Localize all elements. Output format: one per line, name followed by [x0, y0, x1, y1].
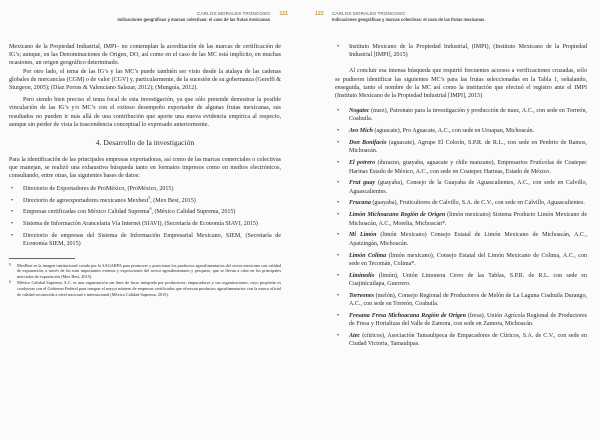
brand-name: Atec: [349, 332, 361, 339]
bullet-icon: •: [337, 232, 340, 239]
list-item: • Atec (cítricos), Asociación Tamaulipeca de Empacadores de Cítricos, S.A. de C.V., con sede en Ciudad Victoria, Tamaulipas.: [337, 332, 587, 348]
running-head-author: CARLOS MORALES TRONCOSO: [332, 11, 405, 16]
brand-name: Don Bonifacio: [349, 140, 387, 147]
brand-name: Liminedio: [349, 272, 375, 279]
bullet-icon: •: [11, 221, 14, 228]
list-item: • Mi Limón (limón Mexicano) Consejo Estatal de Limón Mexicano de Michoacán, A.C., Apatzingán, Michoacán.: [337, 232, 587, 247]
list-item: • Torreones (melón), Consejo Regional de Productores de Melón de La Laguna Coahuila Durango, A.C., con sede en Torreón, Coahuila.: [337, 292, 587, 307]
bullet-icon: •: [337, 200, 340, 207]
footnote: 6 México Calidad Suprema, A.C. es una organización sin fines de lucro integrada por productores, empacadores y sus organizaciones, cuyo propósito es coadyuvar con el Gobierno Federal para integrar el mayor número de empresas certificadas que ofrezcan productos agroalimentarios con la marca oficial de calidad reconocida a nivel nacional e internacional (México Calidad Suprema, 2015).: [9, 280, 281, 297]
bullet-icon: •: [337, 272, 340, 279]
running-head-left: [117, 11, 288, 23]
bullet-icon: •: [11, 197, 14, 204]
bullet-icon: •: [337, 140, 340, 147]
brand-name: El potrero: [349, 160, 376, 167]
list-item: • Fresana Fresa Michoacana Región de Origen (fresa), Unión Agrícola Regional de Productores de Fresa y Hortalizas del Valle de Zamora, con sede en Zamora, Michoacán.: [337, 312, 587, 328]
list-item: • Liminedio (limón), Unión Limonera Cerro de las Tablas, S.P.R. de R.L. con sede en Cuajinicuilapa, Guerrero.: [337, 272, 587, 287]
page-number: 122: [315, 11, 324, 17]
brand-name: Mi Limón: [349, 232, 377, 239]
brand-name: Fresana Fresa Michoacana Región de Origen: [349, 312, 466, 319]
list-item: • Nogatec (nuez), Patronato para la investigación y producción de nuez, A.C., con sede en Torreón, Coahuila.: [337, 108, 587, 123]
page-number: 121: [279, 11, 288, 17]
brand-name: Frut guay: [349, 180, 376, 187]
brand-name: Nogatec: [349, 108, 370, 115]
list-item: • Directorio de agroexportadores mexicanos Mexbest$^5$, (Mex Best, 2015): [11, 194, 196, 204]
list-item: • Frut guay (guayaba), Consejo de la Guayaba de Aguascalientes, A.C., con sede en Calvillo, Aguascalientes.: [337, 180, 587, 195]
bullet-icon: •: [337, 180, 340, 187]
footnote: 5 MexBest es la imagen institucional creada por la SAGARPA para promover y posicionar los productos agroalimentarios del sector mexicano con calidad de exportación, a través de los más importantes eventos y exposiciones del sector agroalimentario y pesquero, que se llevan a cabo en los principales mercados de exportación (Mex Best, 2015).: [9, 262, 281, 279]
list-item: • El potrero (durazno, guayaba, aguacate y chile manzano), Empresarios Frutícolas de Coatepec Harinas Estado de México, A.C., con sede en Coatepec Harinas, Estado de México.: [337, 160, 587, 175]
brand-name: Frucana: [349, 200, 371, 207]
paragraph: Al concluir esa intensa búsqueda que requirió frecuentes accesos a verificaciones cruzadas, sólo se pudieron identificar las siguientes MC’s para las frutas seleccionadas en la Tabla 1, señalando, enseguida, tanto el nombre de la MC así como la institución que efectuó el registro ante el IMPI (Instituto Mexicano de la Propiedad Industrial [IMPI], 2015): [335, 68, 587, 100]
footnote-ref: 6: [149, 206, 152, 212]
bullet-icon: •: [337, 128, 340, 135]
bullet-icon: •: [11, 233, 14, 240]
section-heading: 4. Desarrollo de la investigación: [95, 138, 195, 148]
bullet-icon: •: [337, 332, 340, 339]
list-item: • Don Bonifacio (aguacate), Agrupe El Colorín, S.P.R. de R.L., con sede en Penbrio de Ramos, Michoacán.: [337, 140, 587, 155]
brand-name: Avo Mich: [349, 128, 373, 135]
database-list-continued: [335, 43, 587, 59]
collective-brands-list: [335, 107, 587, 348]
footnote-divider: [9, 258, 75, 259]
bullet-icon: •: [337, 44, 340, 50]
list-item: • Sistema de Información Arancelaria Vía Internet (SIAVI), (Secretaría de Economía SIAVI, 2015): [11, 221, 258, 228]
bullet-icon: •: [11, 209, 14, 216]
left-page-body: [9, 43, 281, 298]
list-item: • Limón Michoacano Región de Origen (limón mexicano) Sistema Producto Limón Mexicano de Michoacán, A.C., Morelia, Michoacán*.: [337, 212, 588, 227]
running-head-title: Indicaciones geográficas y marcas colectivas: el caso de las frutas mexicanas: [332, 17, 485, 22]
brand-name: Limón Colima: [349, 252, 387, 259]
bullet-icon: •: [11, 185, 14, 192]
bullet-icon: •: [337, 292, 340, 299]
paragraph: Por otro lado, el tema de las IG’s y las MC’s puede también ser visto desde la atalaya de las cadenas globales de mercancías (CGM) o de valor (CGV) y, particularmente, de la sucesión de su gobernanza (Gereffi & Sturgeon, 2005); (Díaz Porras & Valenciano Salazar, 2012); (Munguía, 2012).: [9, 68, 282, 92]
bullet-icon: •: [337, 160, 340, 167]
list-item: • Directorio de empresas del Sistema de Información Empresarial Mexicano, SIEM, (Secretaría de Economía SIEM, 2015): [11, 233, 281, 248]
list-item: • Directorio de Exportadores de ProMéxico, (ProMéxico, 2015): [11, 185, 174, 192]
section-intro: Para la identificación de las principales empresas exportadoras, así como de las marcas comerciales o colectivas que manejan, se realizó una exhaustiva búsqueda tanto en formatos impresos como en medios electrónicos, consultando, entre otras, las siguientes bases de datos:: [9, 157, 281, 180]
brand-name: Torreones: [349, 292, 374, 299]
running-head-author: CARLOS MORALES TRONCOSO: [197, 11, 270, 16]
right-page-body: [335, 43, 587, 352]
list-item: • Empresas certificadas con México Calidad Suprema$^6$, (México Calidad Suprema, 2015): [11, 206, 236, 216]
brand-name: Limón Michoacano Región de Origen: [349, 212, 446, 219]
paragraph: Pero siendo bien preciso el tema focal de esta investigación, ya que sólo pretende demostrar la posible vinculación de las IG’s y/o MC’s con el exitoso desempeño exportador de algunas frutas mexicanas, sus resultados no pueden ir más allá de una contribución que aporte una nueva evidencia empírica al respecto, aunque sin perder de vista la trascendencia conceptual lo expresado anteriormente.: [9, 97, 281, 128]
database-list: [9, 185, 281, 249]
bullet-icon: •: [337, 252, 340, 259]
bullet-icon: •: [337, 312, 340, 319]
list-item: • Frucana (guayaba), Fruticultores de Calvillo, S.A. de C.V., con sede en Calvillo, Aguascalientes.: [337, 200, 585, 207]
list-item: • Avo Mich (aguacate), Pro Aguacate, A.C., con sede en Uruapan, Michoacán.: [337, 128, 535, 135]
paragraph: Mexicano de la Propiedad Industrial, IMPI– no contemplan la acreditación de las marcas de certificación de IG’s; aunque, en las Denominaciones de Origen, DO, así como en el caso de las MC está implícito, en muchas ocasiones, un origen geográfico determinado.: [9, 44, 281, 67]
bullet-icon: •: [337, 212, 340, 219]
list-item: • Instituto Mexicano de la Propiedad Industrial, (IMPI), (Instituto Mexicano de la Propiedad Industrial [IMPI], 2015): [337, 44, 587, 59]
running-head-title: Indicaciones geográficas y marcas colectivas: el caso de las frutas mexicanas: [117, 17, 270, 22]
bullet-icon: •: [337, 108, 340, 115]
list-item: • Limón Colima (limón mexicano), Consejo Estatal del Limón Mexicano de Colima, A.C., con sede en Tecomán, Colima*.: [337, 252, 587, 267]
running-head-right: [315, 11, 485, 23]
footnote-ref: 5: [148, 194, 151, 200]
